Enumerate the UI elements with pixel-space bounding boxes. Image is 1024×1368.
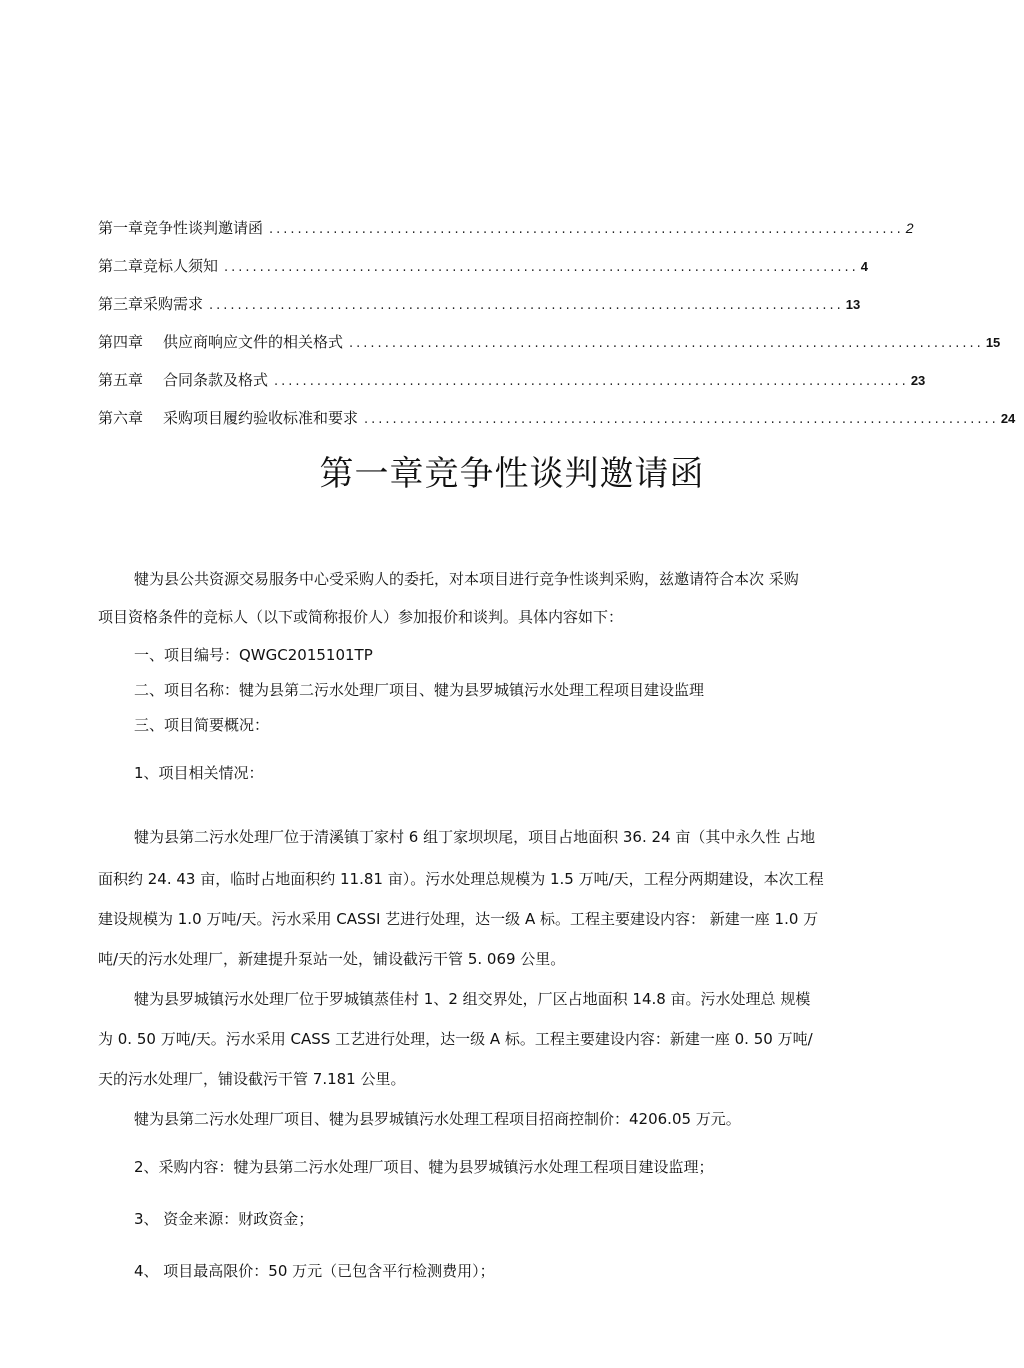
toc-entry-page: 13 bbox=[845, 297, 861, 312]
toc-entry[interactable] bbox=[98, 406, 1016, 444]
toc-leader-dots: ......................................................................................... bbox=[364, 412, 999, 427]
toc-leader-dots: ......................................................................................... bbox=[209, 298, 844, 313]
toc-chapter-number: 第五章 bbox=[98, 371, 144, 389]
plant1-line-2: 面积约 24. 43 亩，临时占地面积约 11.81 亩）。污水处理总规模为 1.5 万吨/天，工程分两期建设，本次工程 bbox=[98, 870, 824, 888]
toc-entry-page: 15 bbox=[985, 335, 1001, 350]
plant1-line-4: 吨/天的污水处理厂，新建提升泵站一处，铺设截污干管 5. 069 公里。 bbox=[98, 950, 566, 968]
plant1-line-1: 犍为县第二污水处理厂位于清溪镇丁家村 6 组丁家坝坝尾，项目占地面积 36. 24 亩（其中永久性 占地 bbox=[134, 828, 816, 846]
toc-entry-title: 第三章采购需求 bbox=[98, 295, 204, 313]
toc-entry-page: 4 bbox=[860, 259, 869, 274]
sub-item-funding: 3、 资金来源：财政资金； bbox=[134, 1210, 314, 1228]
plant2-line-1: 犍为县罗城镇污水处理厂位于罗城镇蒸佳村 1、2 组交界处，厂区占地面积 14.8 亩。污水处理总 规模 bbox=[134, 990, 811, 1008]
toc-entry-title bbox=[98, 330, 349, 354]
item-project-number: 一、项目编号：QWGC2015101TP bbox=[134, 646, 373, 664]
toc-entry[interactable] bbox=[98, 330, 1001, 368]
toc-entry[interactable] bbox=[98, 216, 914, 254]
chapter-heading: 第一章竞争性谈判邀请函 bbox=[319, 454, 705, 494]
toc-leader-dots: ......................................................................................... bbox=[269, 222, 904, 237]
sub-item-price-limit: 4、 项目最高限价：50 万元（已包含平行检测费用）； bbox=[134, 1262, 495, 1280]
sub-item-related: 1、项目相关情况： bbox=[134, 764, 264, 782]
toc-entry-title: 第二章竞标人须知 bbox=[98, 257, 219, 275]
toc-entry-page: 24 bbox=[1000, 411, 1016, 426]
table-of-contents bbox=[98, 216, 1016, 444]
sub-item-procurement: 2、采购内容：犍为县第二污水处理厂项目、犍为县罗城镇污水处理工程项目建设监理； bbox=[134, 1158, 714, 1176]
control-price: 犍为县第二污水处理厂项目、犍为县罗城镇污水处理工程项目招商控制价：4206.05 万元。 bbox=[134, 1110, 741, 1128]
toc-chapter-name: 合同条款及格式 bbox=[163, 371, 269, 389]
plant1-line-3: 建设规模为 1.0 万吨/天。污水采用 CASSI 艺进行处理，达一级 A 标。工程主要建设内容： 新建一座 1.0 万 bbox=[98, 910, 819, 928]
toc-entry-title bbox=[98, 368, 274, 392]
toc-entry-page: 23 bbox=[910, 373, 926, 388]
toc-chapter-name: 供应商响应文件的相关格式 bbox=[163, 333, 344, 351]
toc-entry-title: 第一章竞争性谈判邀请函 bbox=[98, 219, 264, 237]
intro-line-1: 犍为县公共资源交易服务中心受采购人的委托，对本项目进行竞争性谈判采购，兹邀请符合本次 采购 bbox=[134, 570, 799, 588]
toc-leader-dots: ......................................................................................... bbox=[224, 260, 859, 275]
toc-chapter-number: 第六章 bbox=[98, 409, 144, 427]
toc-entry[interactable] bbox=[98, 368, 926, 406]
toc-entry[interactable] bbox=[98, 292, 861, 330]
toc-leader-dots: ......................................................................................... bbox=[349, 336, 984, 351]
toc-entry[interactable] bbox=[98, 254, 869, 292]
toc-leader-dots: ......................................................................................... bbox=[274, 374, 909, 389]
toc-entry-page: 2 bbox=[905, 220, 914, 236]
toc-chapter-name: 采购项目履约验收标准和要求 bbox=[163, 409, 359, 427]
intro-line-2: 项目资格条件的竞标人（以下或简称报价人）参加报价和谈判。具体内容如下： bbox=[98, 608, 624, 626]
toc-chapter-number: 第四章 bbox=[98, 333, 144, 351]
toc-entry-title bbox=[98, 406, 364, 430]
plant2-line-2: 为 0. 50 万吨/天。污水采用 CASS 工艺进行处理，达一级 A 标。工程主要建设内容：新建一座 0. 50 万吨/ bbox=[98, 1030, 813, 1048]
item-project-overview: 三、项目简要概况： bbox=[134, 716, 270, 734]
plant2-line-3: 天的污水处理厂，铺设截污干管 7.181 公里。 bbox=[98, 1070, 406, 1088]
item-project-name: 二、项目名称：犍为县第二污水处理厂项目、犍为县罗城镇污水处理工程项目建设监理 bbox=[134, 681, 705, 699]
